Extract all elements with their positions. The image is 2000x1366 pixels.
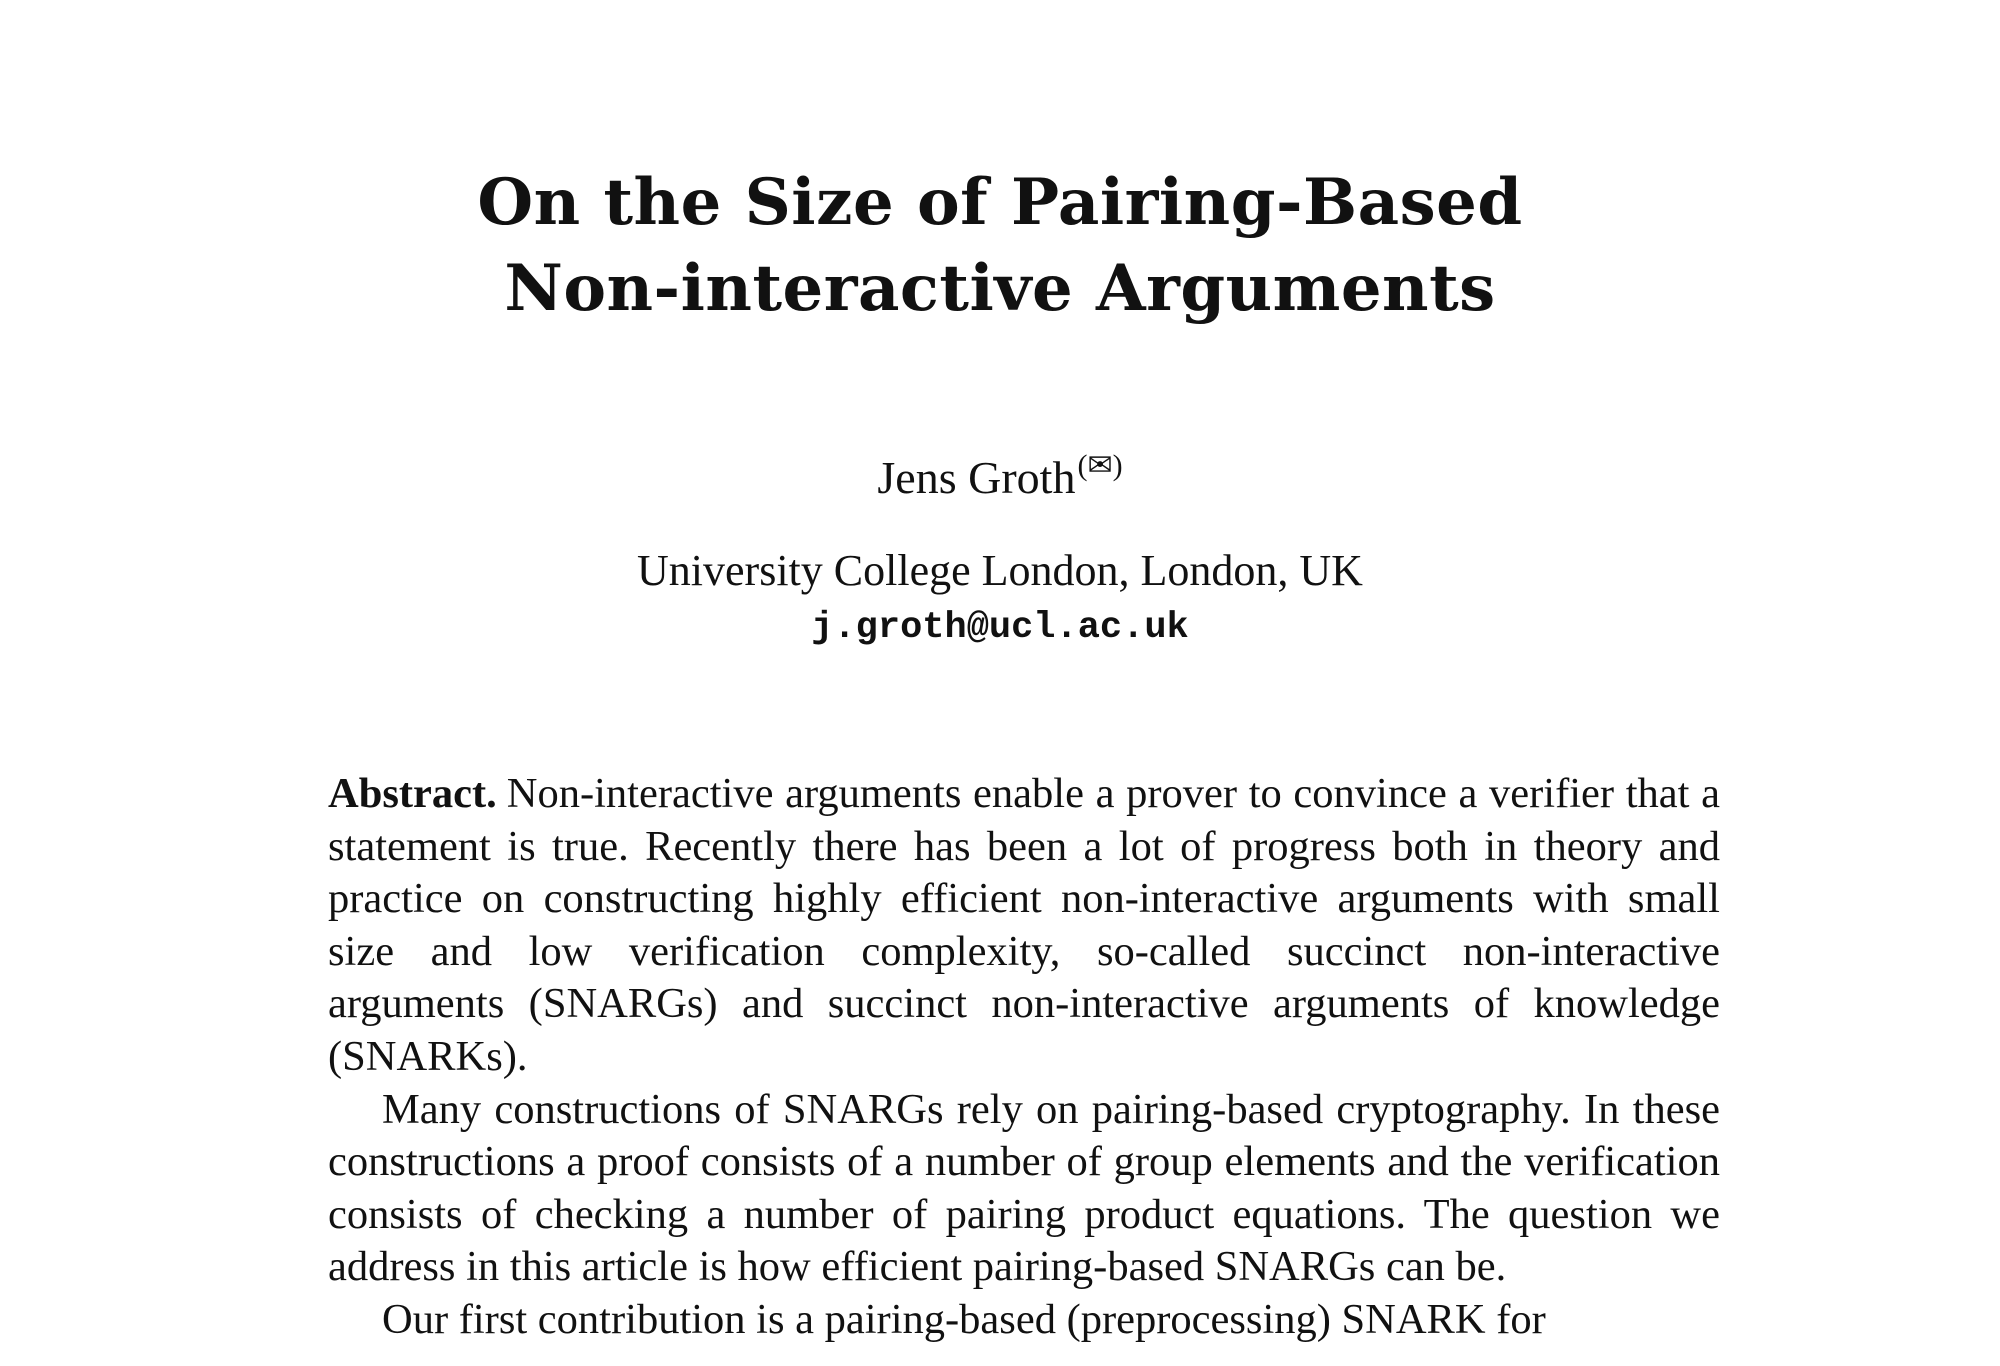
author-email[interactable]: j.groth@ucl.ac.uk: [811, 607, 1189, 649]
abstract: [328, 768, 1720, 1347]
author-name: [0, 438, 2000, 506]
abstract-paragraph-2: Many constructions of SNARGs rely on pairing-based cryptography. In these constructions a proof consists of a number of group elements and the verification consists of checking a number of pairing product equations. The question we address in this article is how efficient pairing-based SNARGs can be.: [328, 1085, 1720, 1291]
author-name-text: Jens Groth: [877, 452, 1076, 503]
abstract-paragraph-3: Our first contribution is a pairing-based (preprocessing) SNARK for: [382, 1295, 1546, 1343]
title-line-1: On the Size of Pairing-Based: [477, 165, 1523, 240]
author-affiliation: University College London, London, UK: [637, 546, 1363, 595]
abstract-label: Abstract.: [328, 770, 497, 817]
abstract-paragraph-1-text: Non-interactive arguments enable a prover to convince a verifier that a statement is true. Recently there has been a lot of progress both in theory and practice on constructing highly efficient non-interactive arguments with small size and low verification complexity, so-called succinct non-interactive arguments (SNARGs) and succinct non-interactive arguments of knowledge (SNARKs).: [328, 770, 1720, 1080]
paper-title: [0, 160, 2000, 332]
envelope-icon: (✉): [1077, 449, 1123, 482]
title-line-2: Non-interactive Arguments: [504, 251, 1496, 326]
abstract-paragraph-1: [328, 768, 1720, 1084]
